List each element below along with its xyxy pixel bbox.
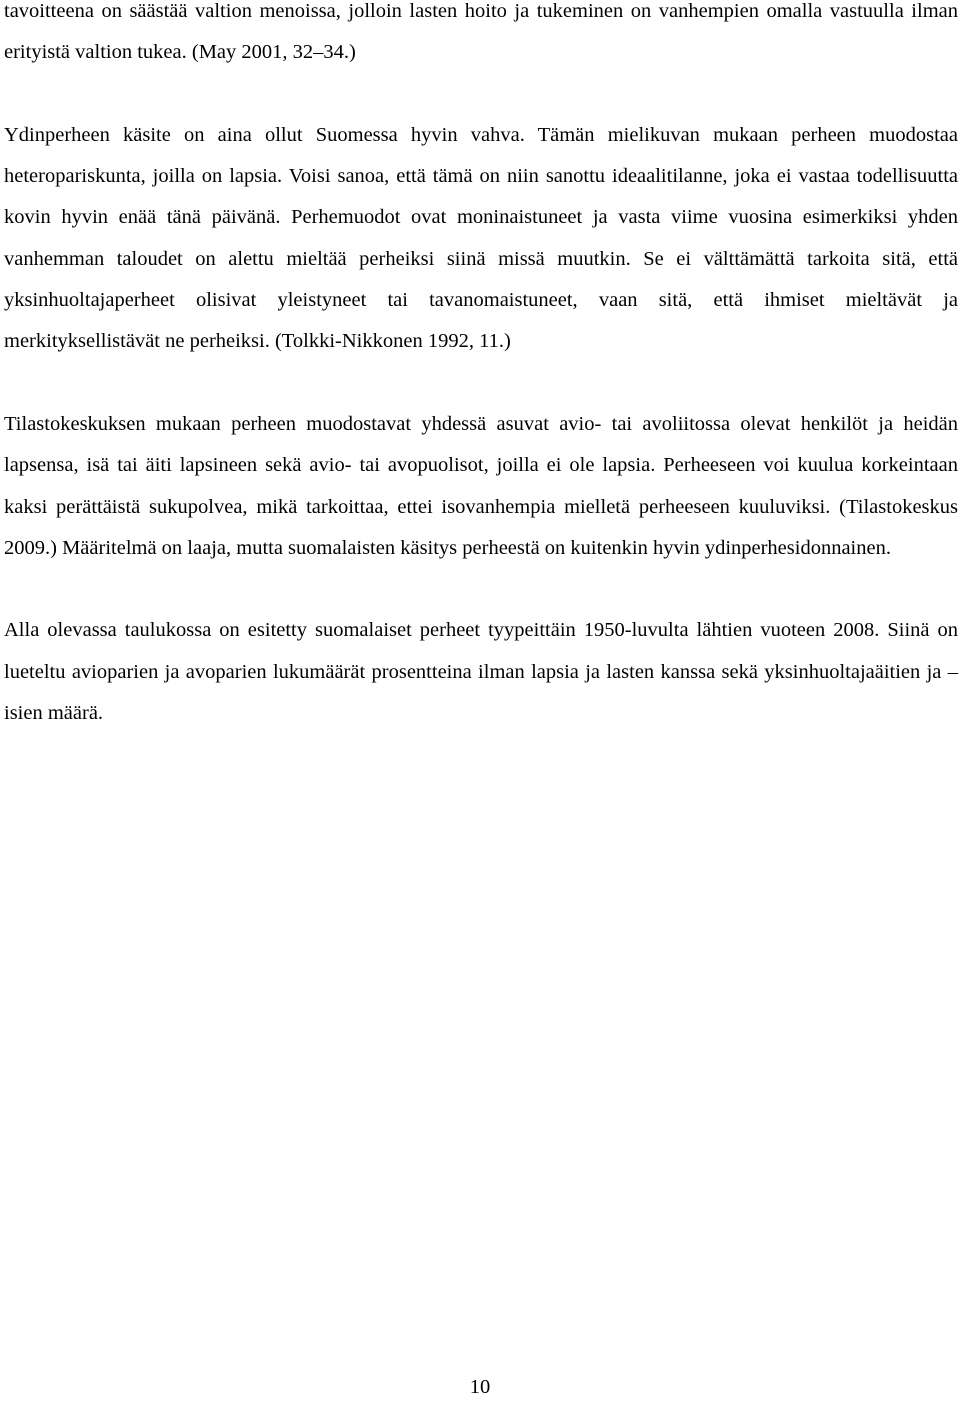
paragraph-continuation: tavoitteena on säästää valtion menoissa, jolloin lasten hoito ja tukeminen on vanhempien omalla vastuulla ilman erityistä valtion tukea. (May 2001, 32–34.)	[4, 0, 958, 64]
paragraph-spacer	[4, 74, 958, 115]
document-page	[4, 0, 958, 734]
paragraph-statistics-definition: Tilastokeskuksen mukaan perheen muodostavat yhdessä asuvat avio- tai avoliitossa olevat henkilöt ja heidän lapsensa, isä tai äiti lapsineen sekä avio- tai avopuolisot, joilla ei ole lapsia. Perheeseen voi kuulua korkeintaan kaksi perättäistä sukupolvea, mikä tarkoittaa, ettei isovanhempia mielletä perheeseen kuuluviksi. (Tilastokeskus 2009.) Määritelmä on laaja, mutta suomalaisten käsitys perheestä on kuitenkin hyvin ydinperhesidonnainen.	[4, 412, 958, 559]
page-number: 10	[469, 1376, 491, 1398]
paragraph-nuclear-family: Ydinperheen käsite on aina ollut Suomessa hyvin vahva. Tämän mielikuvan mukaan perheen muodostaa heteropariskunta, joilla on lapsia. Voisi sanoa, että tämä on niin sanottu ideaalitilanne, joka ei vastaa todellisuutta kovin hyvin enää tänä päivänä. Perhemuodot ovat moninaistuneet ja vasta viime vuosina esimerkiksi yhden vanhemman taloudet on alettu mieltää perheiksi siinä missä muutkin. Se ei välttämättä tarkoita sitä, että yksinhuoltajaperheet olisivat yleistyneet tai tavanomaistuneet, vaan sitä, että ihmiset mieltävät ja merkityksellistävät ne perheiksi. (Tolkki-Nikkonen 1992, 11.)	[4, 123, 958, 353]
paragraph-spacer	[4, 363, 958, 404]
paragraph-table-intro: Alla olevassa taulukossa on esitetty suomalaiset perheet tyypeittäin 1950-luvulta lähtien vuoteen 2008. Siinä on lueteltu avioparien ja avoparien lukumäärät prosentteina ilman lapsia ja lasten kanssa sekä yksinhuoltajaäitien ja – isien määrä.	[4, 619, 958, 725]
paragraph-spacer	[4, 569, 958, 610]
